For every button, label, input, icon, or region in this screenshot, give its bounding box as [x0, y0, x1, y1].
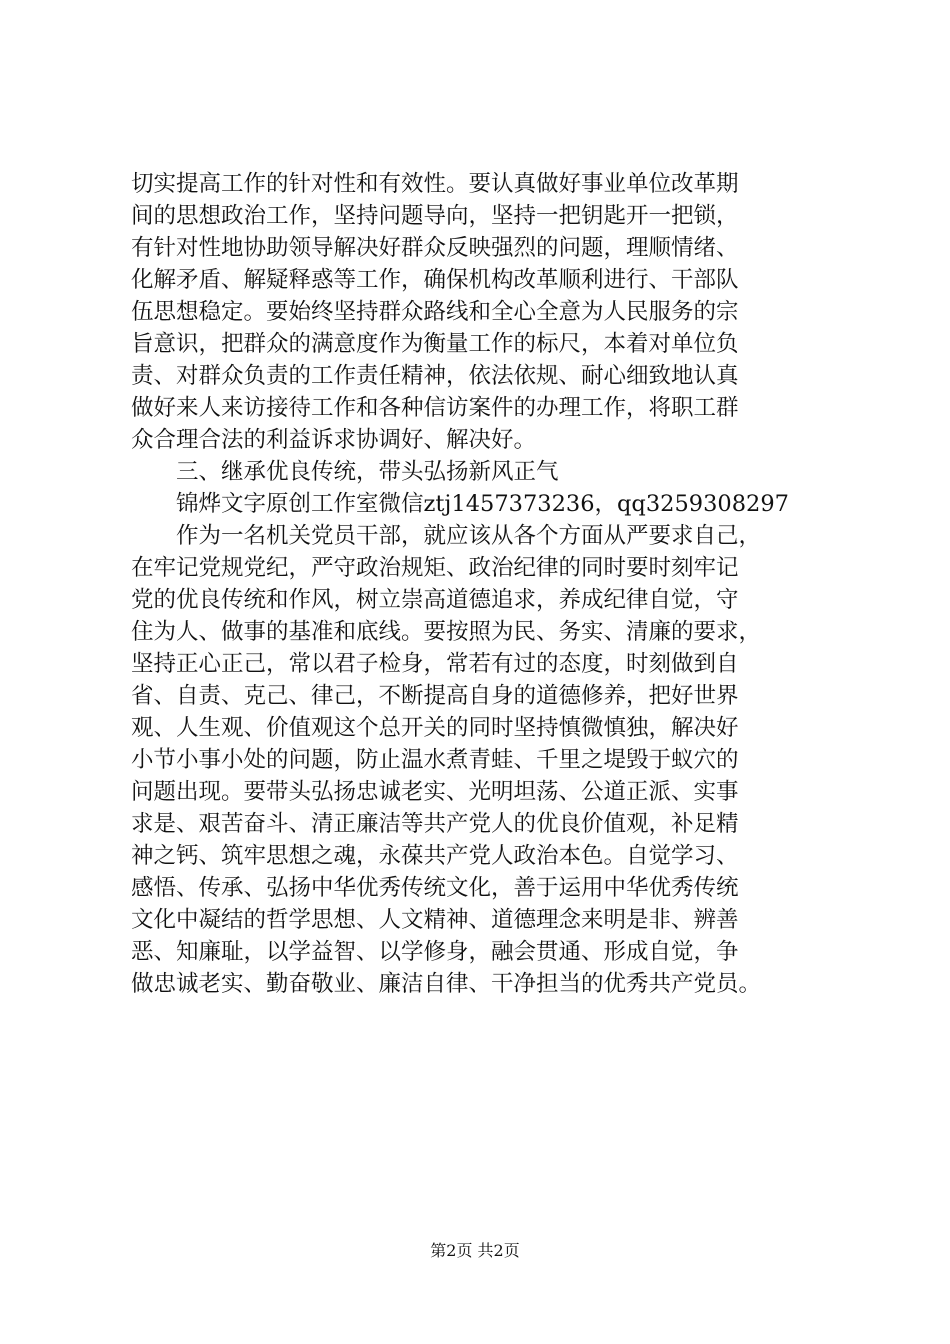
text-line: 恶、知廉耻，以学益智、以学修身，融会贯通、形成自觉，争: [131, 939, 739, 965]
text-line: 作为一名机关党员干部，就应该从各个方面从严要求自己，: [131, 523, 762, 549]
text-line: 求是、艰苦奋斗、清正廉洁等共产党人的优良价值观，补足精: [131, 811, 739, 837]
text-line: 观、人生观、价值观这个总开关的同时坚持慎微慎独，解决好: [131, 715, 739, 741]
text-line: 切实提高工作的针对性和有效性。要认真做好事业单位改革期: [131, 171, 739, 197]
text-line: 问题出现。要带头弘扬忠诚老实、光明坦荡、公道正派、实事: [131, 779, 739, 805]
text-line: 做忠诚老实、勤奋敬业、廉洁自律、干净担当的优秀共产党员。: [131, 971, 762, 997]
text-line: 间的思想政治工作，坚持问题导向，坚持一把钥匙开一把锁，: [131, 203, 739, 229]
text-line: 坚持正心正己，常以君子检身，常若有过的态度，时刻做到自: [131, 651, 739, 677]
text-line: 做好来人来访接待工作和各种信访案件的办理工作，将职工群: [131, 395, 739, 421]
text-line: 在牢记党规党纪，严守政治规矩、政治纪律的同时要时刻牢记: [131, 555, 739, 581]
contact-line: 锦烨文字原创工作室微信ztj1457373236，qq3259308297: [131, 491, 789, 517]
text-line: 神之钙、筑牢思想之魂，永葆共产党人政治本色。自觉学习、: [131, 843, 739, 869]
text-line: 住为人、做事的基准和底线。要按照为民、务实、清廉的要求，: [131, 619, 762, 645]
text-line: 党的优良传统和作风，树立崇高道德追求，养成纪律自觉，守: [131, 587, 739, 613]
section-heading: 三、继承优良传统，带头弘扬新风正气: [131, 459, 559, 485]
text-line: 众合理合法的利益诉求协调好、解决好。: [131, 427, 537, 453]
text-line: 有针对性地协助领导解决好群众反映强烈的问题，理顺情绪、: [131, 235, 739, 261]
text-line: 责、对群众负责的工作责任精神，依法依规、耐心细致地认真: [131, 363, 739, 389]
text-line: 文化中凝结的哲学思想、人文精神、道德理念来明是非、辨善: [131, 907, 739, 933]
text-line: 化解矛盾、解疑释惑等工作，确保机构改革顺利进行、干部队: [131, 267, 739, 293]
text-line: 省、自责、克己、律己，不断提高自身的道德修养，把好世界: [131, 683, 739, 709]
text-line: 感悟、传承、弘扬中华优秀传统文化，善于运用中华优秀传统: [131, 875, 739, 901]
page-footer: 第2页 共2页: [430, 1241, 520, 1260]
text-line: 旨意识，把群众的满意度作为衡量工作的标尺，本着对单位负: [131, 331, 739, 357]
body-text: [131, 168, 831, 1000]
text-line: 伍思想稳定。要始终坚持群众路线和全心全意为人民服务的宗: [131, 299, 739, 325]
text-line: 小节小事小处的问题，防止温水煮青蛙、千里之堤毁于蚁穴的: [131, 747, 739, 773]
